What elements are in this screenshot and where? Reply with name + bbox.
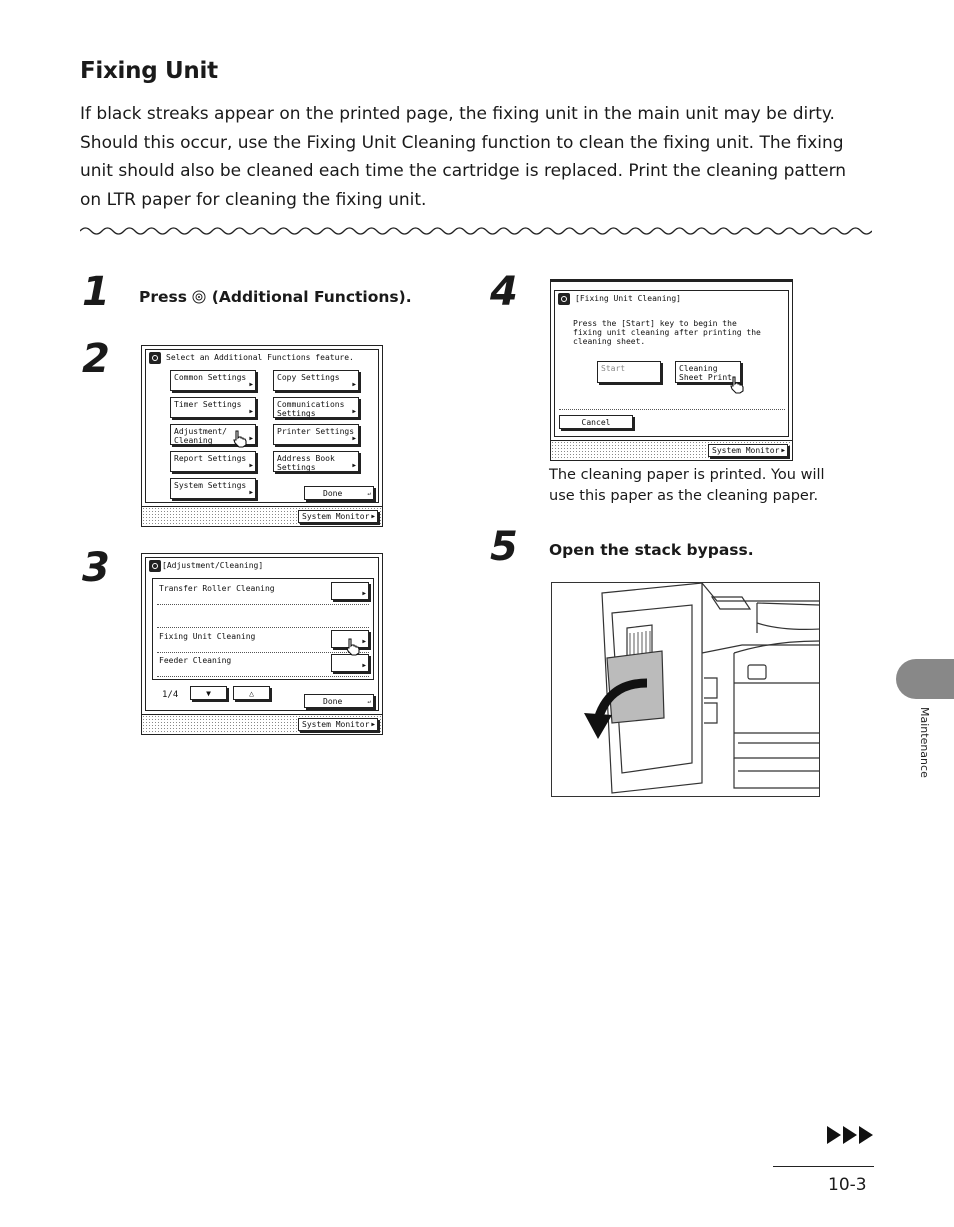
instruction-message: Press the [Start] key to begin the fixing unit cleaning after printing the cleaning sheet. bbox=[573, 319, 761, 346]
step-3-number: 3 bbox=[82, 545, 110, 591]
system-settings-button[interactable] bbox=[170, 478, 256, 499]
additional-functions-screen bbox=[141, 345, 383, 527]
address-book-settings-label: Address Book Settings bbox=[277, 454, 335, 472]
adjustment-cleaning-screen bbox=[141, 553, 383, 735]
common-settings-button[interactable] bbox=[170, 370, 256, 391]
additional-functions-icon bbox=[149, 352, 161, 364]
enter-arrow-icon: ↵ bbox=[367, 698, 371, 705]
scroll-down-button[interactable] bbox=[190, 686, 227, 700]
cleaning-list bbox=[152, 578, 374, 680]
button-arrow-icon: ▶ bbox=[371, 513, 375, 520]
timer-settings-button[interactable] bbox=[170, 397, 256, 418]
button-arrow-icon: ▶ bbox=[249, 408, 253, 415]
common-settings-label: Common Settings bbox=[174, 373, 247, 382]
timer-settings-label: Timer Settings bbox=[174, 400, 242, 409]
communications-settings-label: Communications Settings bbox=[277, 400, 345, 418]
wavy-divider bbox=[80, 222, 872, 240]
step-1-text-before: Press bbox=[139, 288, 187, 306]
address-book-settings-button[interactable] bbox=[273, 451, 359, 472]
start-label: Start bbox=[601, 364, 626, 373]
report-settings-label: Report Settings bbox=[174, 454, 247, 463]
screen-panel bbox=[145, 557, 379, 711]
button-arrow-icon: ▶ bbox=[249, 489, 253, 496]
start-button[interactable] bbox=[597, 361, 661, 383]
button-arrow-icon: ▶ bbox=[371, 721, 375, 728]
pointing-hand-icon bbox=[729, 376, 745, 394]
additional-functions-icon bbox=[558, 293, 570, 305]
button-arrow-icon: ▶ bbox=[362, 662, 366, 669]
system-monitor-label: System Monitor bbox=[302, 720, 370, 729]
button-arrow-icon: ▶ bbox=[352, 408, 356, 415]
page-indicator: 1/4 bbox=[162, 690, 179, 700]
cancel-button[interactable] bbox=[559, 415, 633, 429]
system-monitor-label: System Monitor bbox=[302, 512, 370, 521]
done-button[interactable] bbox=[304, 694, 374, 708]
system-settings-label: System Settings bbox=[174, 481, 247, 490]
step-1-number: 1 bbox=[82, 269, 110, 315]
chapter-tab bbox=[896, 659, 954, 699]
divider bbox=[559, 409, 785, 410]
printer-stack-bypass-illustration bbox=[551, 582, 820, 797]
down-triangle-icon: ▼ bbox=[206, 689, 211, 698]
communications-settings-button[interactable] bbox=[273, 397, 359, 418]
done-label: Done bbox=[323, 697, 343, 706]
done-label: Done bbox=[323, 489, 343, 498]
copy-settings-button[interactable] bbox=[273, 370, 359, 391]
done-button[interactable] bbox=[304, 486, 374, 500]
copy-settings-label: Copy Settings bbox=[277, 373, 340, 382]
screen-panel bbox=[145, 349, 379, 503]
cancel-label: Cancel bbox=[581, 418, 611, 427]
row-divider bbox=[157, 652, 369, 653]
row-divider bbox=[157, 604, 369, 605]
status-bar bbox=[142, 506, 382, 526]
status-bar bbox=[142, 714, 382, 734]
page-number: 10-3 bbox=[828, 1175, 867, 1195]
button-arrow-icon: ▶ bbox=[362, 638, 366, 645]
feeder-cleaning-button[interactable] bbox=[331, 654, 369, 672]
chapter-label: Maintenance bbox=[918, 707, 931, 778]
fixing-unit-cleaning-screen bbox=[550, 279, 793, 461]
button-arrow-icon: ▶ bbox=[352, 435, 356, 442]
row-divider bbox=[157, 676, 369, 677]
feeder-cleaning-label: Feeder Cleaning bbox=[159, 656, 232, 665]
adjustment-cleaning-label: Adjustment/ Cleaning bbox=[174, 427, 227, 445]
pointing-hand-icon bbox=[345, 638, 361, 656]
section-title: Fixing Unit bbox=[80, 58, 218, 84]
step-4-note: The cleaning paper is printed. You will use this paper as the cleaning paper. bbox=[549, 467, 825, 504]
up-triangle-icon: △ bbox=[249, 689, 254, 698]
button-arrow-icon: ▶ bbox=[249, 381, 253, 388]
step-1-text bbox=[139, 288, 412, 306]
row-divider bbox=[157, 627, 369, 628]
additional-functions-icon bbox=[149, 560, 161, 572]
report-settings-button[interactable] bbox=[170, 451, 256, 472]
screen-panel bbox=[554, 290, 789, 437]
additional-functions-key-icon bbox=[192, 290, 206, 304]
button-arrow-icon: ▶ bbox=[249, 462, 253, 469]
pointing-hand-icon bbox=[232, 430, 248, 448]
printer-drawing bbox=[552, 583, 820, 797]
step-4-number: 4 bbox=[490, 269, 518, 315]
system-monitor-button[interactable] bbox=[298, 718, 378, 731]
intro-paragraph: If black streaks appear on the printed page, the fixing unit in the main unit may be dirty. Should this occur, use the Fixing Unit Cleaning function to clean the fixing unit. The fixing unit should also be cleaned each time the cartridge is replaced. Print the cleaning pattern on LTR paper for cleaning the fixing unit. bbox=[80, 104, 847, 210]
screen-header: Select an Additional Functions feature. bbox=[166, 353, 354, 362]
button-arrow-icon: ▶ bbox=[362, 590, 366, 597]
system-monitor-button[interactable] bbox=[298, 510, 378, 523]
transfer-roller-cleaning-button[interactable] bbox=[331, 582, 369, 600]
next-page-arrows-icon bbox=[826, 1125, 876, 1145]
step-1-text-after: (Additional Functions). bbox=[211, 288, 412, 306]
button-arrow-icon: ▶ bbox=[352, 381, 356, 388]
system-monitor-button[interactable] bbox=[708, 444, 788, 457]
enter-arrow-icon: ↵ bbox=[367, 490, 371, 497]
scroll-up-button[interactable] bbox=[233, 686, 270, 700]
printer-settings-label: Printer Settings bbox=[277, 427, 355, 436]
system-monitor-label: System Monitor bbox=[712, 446, 780, 455]
printer-settings-button[interactable] bbox=[273, 424, 359, 445]
cleaning-sheet-print-label: Cleaning Sheet Print bbox=[679, 364, 732, 382]
footer-rule bbox=[773, 1166, 874, 1167]
screen-header: [Fixing Unit Cleaning] bbox=[575, 294, 681, 303]
button-arrow-icon: ▶ bbox=[352, 462, 356, 469]
step-2-number: 2 bbox=[82, 336, 110, 382]
step-5-text: Open the stack bypass. bbox=[549, 541, 754, 559]
transfer-roller-cleaning-label: Transfer Roller Cleaning bbox=[159, 584, 275, 593]
status-bar bbox=[551, 440, 792, 460]
step-5-number: 5 bbox=[490, 524, 518, 570]
button-arrow-icon: ▶ bbox=[249, 435, 253, 442]
button-arrow-icon: ▶ bbox=[781, 447, 785, 454]
fixing-unit-cleaning-label: Fixing Unit Cleaning bbox=[159, 632, 256, 641]
screen-header: [Adjustment/Cleaning] bbox=[162, 561, 264, 570]
